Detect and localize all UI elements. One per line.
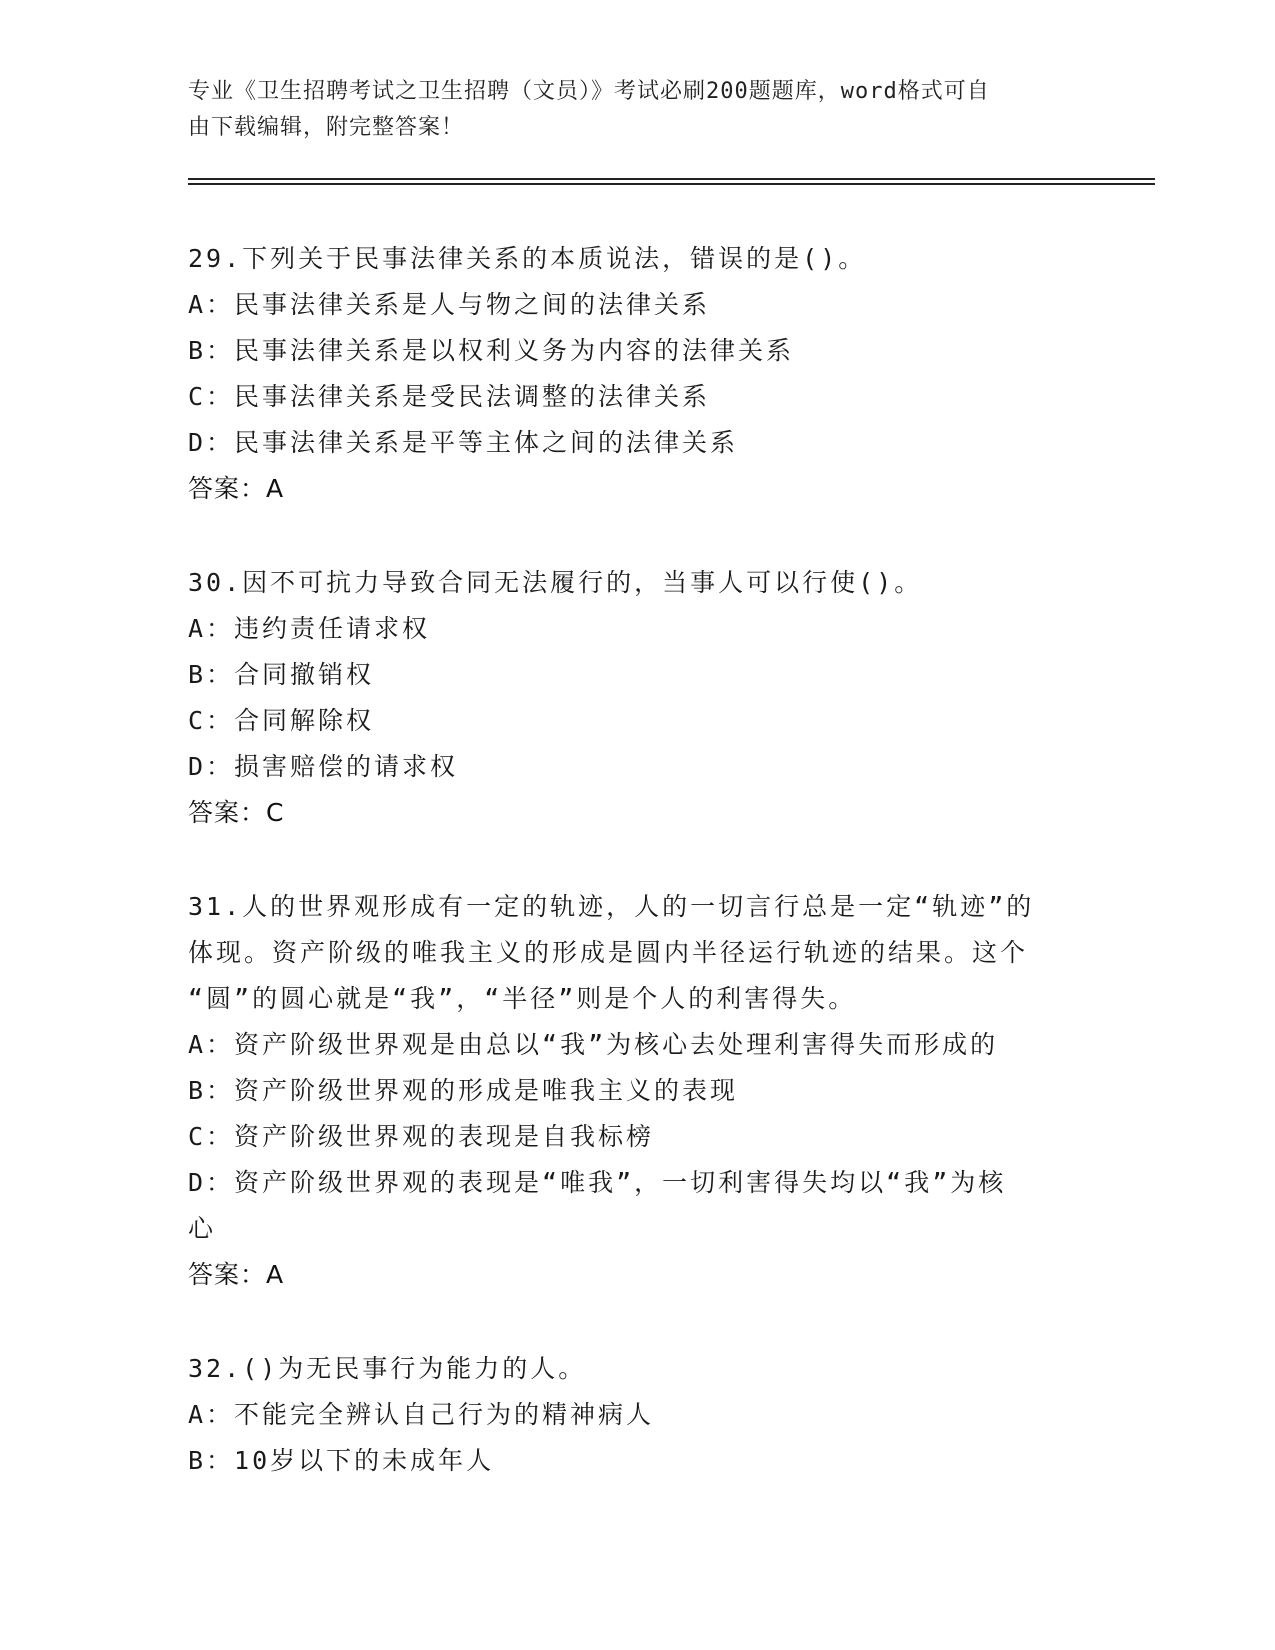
header-rule-top: [188, 178, 1155, 180]
question-31: [188, 884, 1088, 1298]
option-a: A：不能完全辨认自己行为的精神病人: [188, 1400, 655, 1429]
option-a: A：资产阶级世界观是由总以“我”为核心去处理利害得失而形成的: [188, 1030, 999, 1059]
answer: 答案：A: [188, 474, 285, 503]
option-c: C：资产阶级世界观的表现是自我标榜: [188, 1122, 655, 1151]
option-d-continued: 心: [188, 1214, 217, 1243]
option-b: B：合同撤销权: [188, 660, 375, 689]
document-header: [188, 74, 1078, 146]
question-stem: 30.因不可抗力导致合同无法履行的，当事人可以行使()。: [188, 568, 923, 597]
question-list: [188, 236, 1088, 1532]
question-29: [188, 236, 1088, 512]
option-b: B：民事法律关系是以权利义务为内容的法律关系: [188, 336, 795, 365]
question-stem-line-1: 31.人的世界观形成有一定的轨迹，人的一切言行总是一定“轨迹”的: [188, 892, 1035, 921]
question-stem-line-3: “圆”的圆心就是“我”，“半径”则是个人的利害得失。: [188, 984, 857, 1013]
question-30: [188, 560, 1088, 836]
option-c: C：合同解除权: [188, 706, 375, 735]
option-c: C：民事法律关系是受民法调整的法律关系: [188, 382, 711, 411]
question-stem: 32.()为无民事行为能力的人。: [188, 1354, 587, 1383]
option-b: B：10岁以下的未成年人: [188, 1446, 495, 1475]
header-line-1: 专业《卫生招聘考试之卫生招聘（文员）》考试必刷200题题库，word格式可自: [188, 79, 990, 104]
header-rule-bottom: [188, 183, 1155, 185]
question-32: [188, 1346, 1088, 1484]
header-line-2: 由下载编辑，附完整答案！: [188, 115, 465, 140]
question-stem-line-2: 体现。资产阶级的唯我主义的形成是圆内半径运行轨迹的结果。这个: [188, 938, 1029, 967]
answer: 答案：A: [188, 1260, 285, 1289]
option-d: D：民事法律关系是平等主体之间的法律关系: [188, 428, 739, 457]
answer: 答案：C: [188, 798, 285, 827]
option-a: A：违约责任请求权: [188, 614, 431, 643]
question-stem: 29.下列关于民事法律关系的本质说法，错误的是()。: [188, 244, 867, 273]
option-d: D：资产阶级世界观的表现是“唯我”，一切利害得失均以“我”为核: [188, 1168, 1007, 1197]
option-a: A：民事法律关系是人与物之间的法律关系: [188, 290, 711, 319]
option-b: B：资产阶级世界观的形成是唯我主义的表现: [188, 1076, 739, 1105]
option-d: D：损害赔偿的请求权: [188, 752, 459, 781]
